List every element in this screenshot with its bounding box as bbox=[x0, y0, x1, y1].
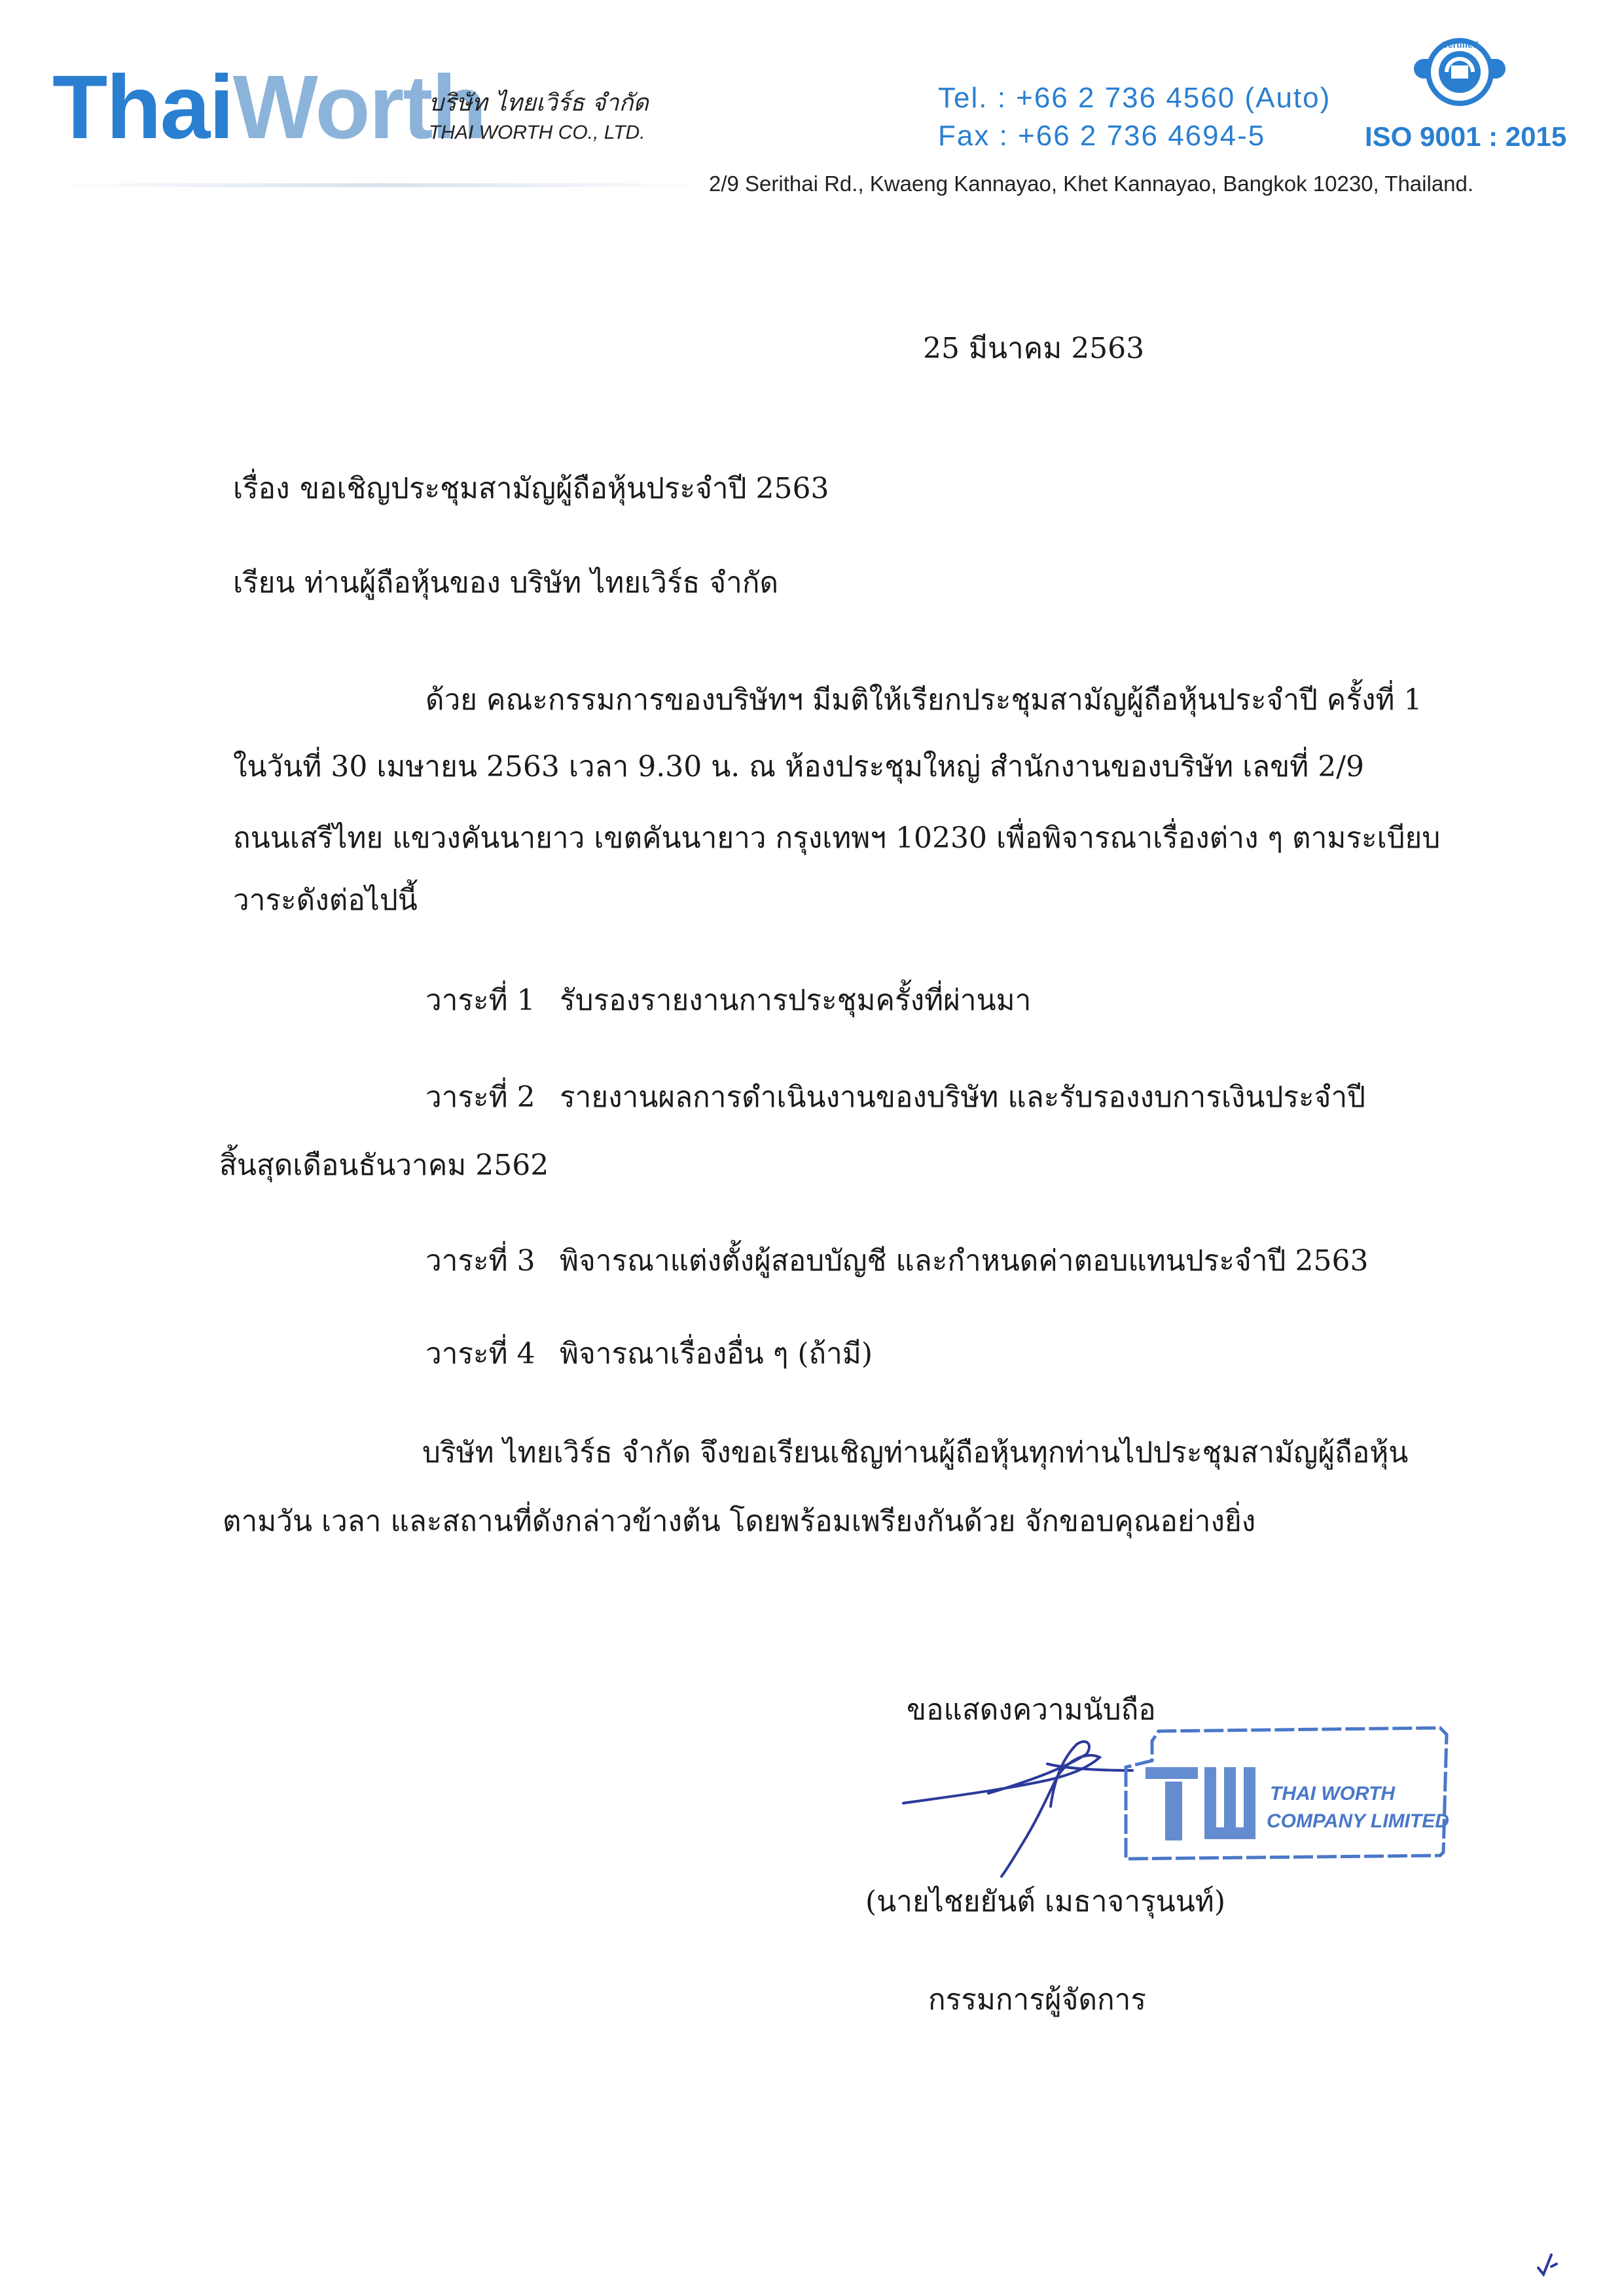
paragraph-line: วาระดังต่อไปนี้ bbox=[233, 884, 418, 917]
iso-certified-badge-icon bbox=[1411, 36, 1509, 115]
paragraph-line: ในวันที่ 30 เมษายน 2563 เวลา 9.30 น. ณ ห้องประชุมใหญ่ สำนักงานของบริษัท เลขที่ 2/9 bbox=[233, 750, 1365, 783]
initial-mark bbox=[1532, 2248, 1564, 2281]
subject-text: ขอเชิญประชุมสามัญผู้ถือหุ้นประจำปี 2563 bbox=[300, 472, 829, 505]
agenda-item-text: รายงานผลการดำเนินงานของบริษัท และรับรองงบการเงินประจำปี bbox=[560, 1081, 1366, 1114]
recipient-text: ท่านผู้ถือหุ้นของ บริษัท ไทยเวิร์ธ จำกัด bbox=[304, 566, 779, 600]
agenda-item-text: พิจารณาแต่งตั้งผู้สอบบัญชี และกำหนดค่าตอบแทนประจำปี 2563 bbox=[560, 1244, 1369, 1278]
handwritten-signature bbox=[890, 1705, 1139, 1882]
company-name-thai: บริษัท ไทยเวิร์ธ จำกัด bbox=[429, 90, 649, 117]
stamp-line1: THAI WORTH bbox=[1270, 1783, 1396, 1804]
agenda-item-label: วาระที่ 3 bbox=[425, 1244, 535, 1278]
subject-label: เรื่อง bbox=[233, 472, 290, 505]
signer-name: (นายไชยยันต์ เมธาจารุนนท์) bbox=[865, 1885, 1225, 1918]
agenda-item-continuation: สิ้นสุดเดือนธันวาคม 2562 bbox=[219, 1149, 549, 1182]
closing-paragraph-line: บริษัท ไทยเวิร์ธ จำกัด จึงขอเรียนเชิญท่านผู้ถือหุ้นทุกท่านไปประชุมสามัญผู้ถือหุ้น bbox=[422, 1436, 1409, 1469]
logo-worth-text: Worth bbox=[232, 57, 486, 158]
paragraph-line: ถนนเสรีไทย แขวงคันนายาว เขตคันนายาว กรุงเทพฯ 10230 เพื่อพิจารณาเรื่องต่าง ๆ ตามระเบียบ bbox=[233, 821, 1441, 855]
company-address: 2/9 Serithai Rd., Kwaeng Kannayao, Khet Kannayao, Bangkok 10230, Thailand. bbox=[709, 171, 1474, 196]
agenda-item-text: พิจารณาเรื่องอื่น ๆ (ถ้ามี) bbox=[560, 1337, 873, 1371]
company-stamp bbox=[1113, 1721, 1466, 1872]
company-name-english: THAI WORTH CO., LTD. bbox=[429, 122, 645, 143]
fax-number: Fax : +66 2 736 4694-5 bbox=[938, 120, 1266, 152]
telephone-number: Tel. : +66 2 736 4560 (Auto) bbox=[938, 82, 1331, 114]
sign-off: ขอแสดงความนับถือ bbox=[907, 1693, 1156, 1727]
letterhead-divider bbox=[52, 183, 707, 187]
iso-certification-label: ISO 9001 : 2015 bbox=[1365, 121, 1567, 152]
agenda-item-label: วาระที่ 1 bbox=[425, 984, 535, 1017]
recipient-label: เรียน bbox=[233, 566, 295, 600]
signer-position: กรรมการผู้จัดการ bbox=[928, 1983, 1147, 2017]
stamp-line2: COMPANY LIMITED bbox=[1267, 1810, 1449, 1832]
letter-date: 25 มีนาคม 2563 bbox=[923, 332, 1145, 365]
company-logo bbox=[52, 57, 486, 158]
agenda-item-label: วาระที่ 4 bbox=[425, 1337, 535, 1371]
agenda-item-label: วาระที่ 2 bbox=[425, 1081, 535, 1114]
paragraph-line: ด้วย คณะกรรมการของบริษัทฯ มีมติให้เรียกประชุมสามัญผู้ถือหุ้นประจำปี ครั้งที่ 1 bbox=[425, 683, 1422, 717]
agenda-item-text: รับรองรายงานการประชุมครั้งที่ผ่านมา bbox=[560, 984, 1032, 1017]
logo-thai-text: Thai bbox=[52, 57, 233, 158]
closing-paragraph-line: ตามวัน เวลา และสถานที่ดังกล่าวข้างต้น โดยพร้อมเพรียงกันด้วย จักขอบคุณอย่างยิ่ง bbox=[223, 1505, 1256, 1538]
iso-badge-label: Certified bbox=[1441, 39, 1479, 50]
